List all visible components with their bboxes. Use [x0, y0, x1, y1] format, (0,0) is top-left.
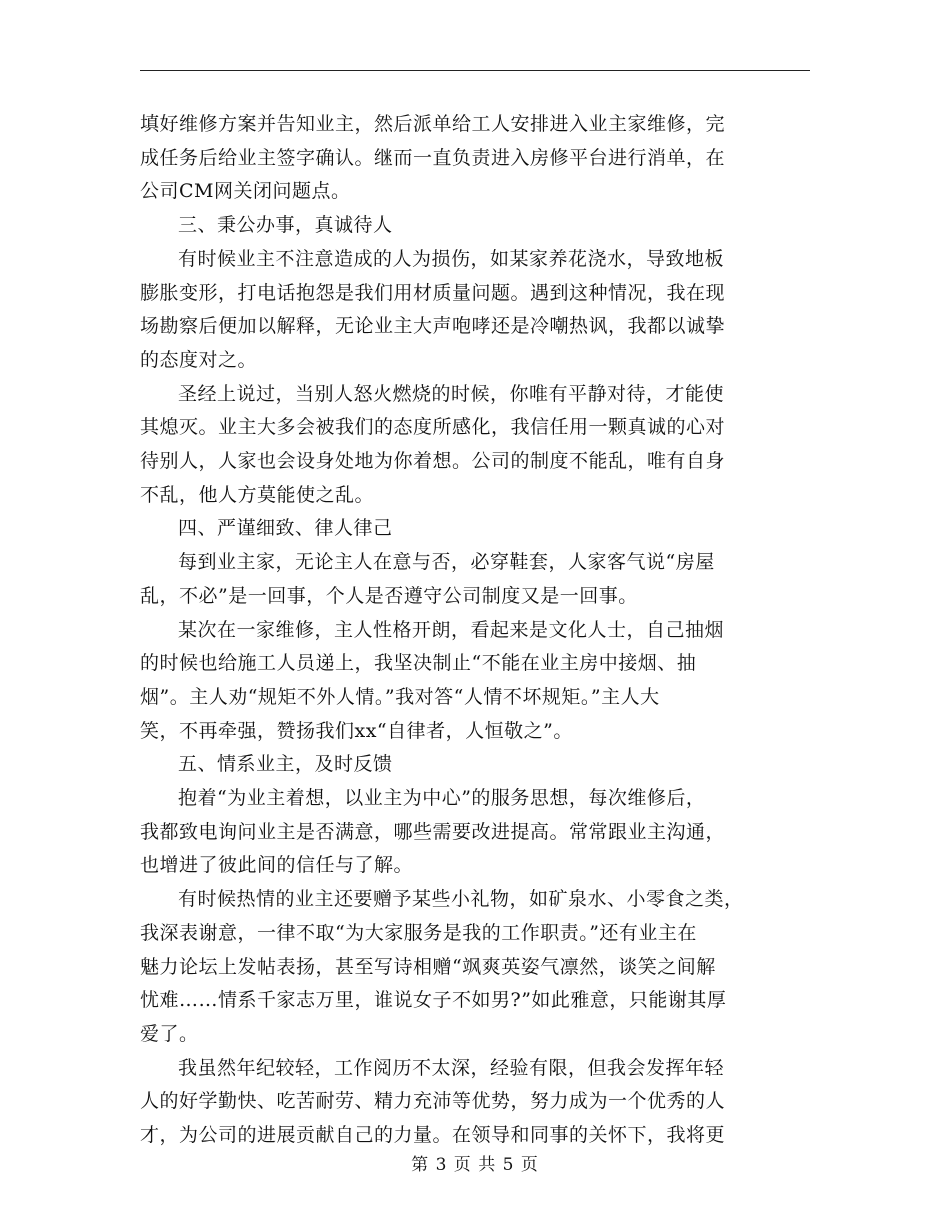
paragraph-line: 抱着“为业主着想，以业主为中心”的服务思想，每次维修后， — [178, 787, 706, 810]
section-heading: 三、秉公办事，真诚待人 — [178, 214, 393, 237]
paragraph-line: 才，为公司的进展贡献自己的力量。在领导和同事的关怀下，我将更 — [140, 1124, 726, 1147]
paragraph-line: 每到业主家，无论主人在意与否，必穿鞋套，人家客气说“房屋 — [178, 551, 715, 574]
paragraph-line: 成任务后给业主签字确认。继而一直负责进入房修平台进行消单，在 — [140, 146, 726, 169]
paragraph-line: 膨胀变形，打电话抱怨是我们用材质量问题。遇到这种情况，我在现 — [140, 281, 726, 304]
paragraph-line: 烟”。主人劝“规矩不外人情。”我对答“人情不坏规矩。”主人大 — [140, 685, 660, 708]
paragraph-line: 有时候热情的业主还要赠予某些小礼物，如矿泉水、小零食之类， — [178, 888, 744, 911]
paragraph-line: 魅力论坛上发帖表扬，甚至写诗相赠“飒爽英姿气凛然，谈笑之间解 — [140, 955, 716, 978]
page-footer: 第 3 页 共 5 页 — [411, 1155, 539, 1175]
paragraph-line: 乱，不必”是一回事，个人是否遵守公司制度又是一回事。 — [140, 584, 638, 607]
section-heading: 四、严谨细致、律人律己 — [178, 517, 393, 540]
section-heading: 五、情系业主，及时反馈 — [178, 753, 393, 776]
paragraph-line: 公司CM网关闭问题点。 — [140, 180, 351, 203]
paragraph-line: 的时候也给施工人员递上，我坚决制止“不能在业主房中接烟、抽 — [140, 652, 697, 675]
paragraph-line: 爱了。 — [140, 1022, 199, 1045]
paragraph-line: 的态度对之。 — [140, 348, 258, 371]
header-rule — [140, 70, 810, 71]
paragraph-line: 我都致电询问业主是否满意，哪些需要改进提高。常常跟业主沟通， — [140, 820, 726, 843]
document-body — [140, 108, 810, 1153]
paragraph-line: 我深表谢意，一律不取“为大家服务是我的工作职责。”还有业主在 — [140, 921, 697, 944]
paragraph-line: 场勘察后便加以解释，无论业主大声咆哮还是冷嘲热讽，我都以诚挚 — [140, 315, 726, 338]
paragraph-line: 我虽然年纪较轻，工作阅历不太深，经验有限，但我会发挥年轻 — [178, 1056, 725, 1079]
paragraph-line: 也增进了彼此间的信任与了解。 — [140, 854, 414, 877]
paragraph-line: 其熄灭。业主大多会被我们的态度所感化，我信任用一颗真诚的心对 — [140, 416, 726, 439]
paragraph-line: 不乱，他人方莫能使之乱。 — [140, 483, 375, 506]
paragraph-line: 待别人，人家也会设身处地为你着想。公司的制度不能乱，唯有自身 — [140, 450, 726, 473]
paragraph-line: 笑，不再牵强，赞扬我们xx“自律者，人恒敬之”。 — [140, 719, 573, 742]
paragraph-line: 人的好学勤快、吃苦耐劳、精力充沛等优势，努力成为一个优秀的人 — [140, 1090, 726, 1113]
paragraph-line: 某次在一家维修，主人性格开朗，看起来是文化人士，自己抽烟 — [178, 618, 725, 641]
paragraph-line: 有时候业主不注意造成的人为损伤，如某家养花浇水，导致地板 — [178, 247, 725, 270]
paragraph-line: 忧难……情系千家志万里，谁说女子不如男?”如此雅意，只能谢其厚 — [140, 989, 727, 1012]
paragraph-line: 圣经上说过，当别人怒火燃烧的时候，你唯有平静对待，才能使 — [178, 382, 725, 405]
paragraph-line: 填好维修方案并告知业主，然后派单给工人安排进入业主家维修，完 — [140, 113, 726, 135]
